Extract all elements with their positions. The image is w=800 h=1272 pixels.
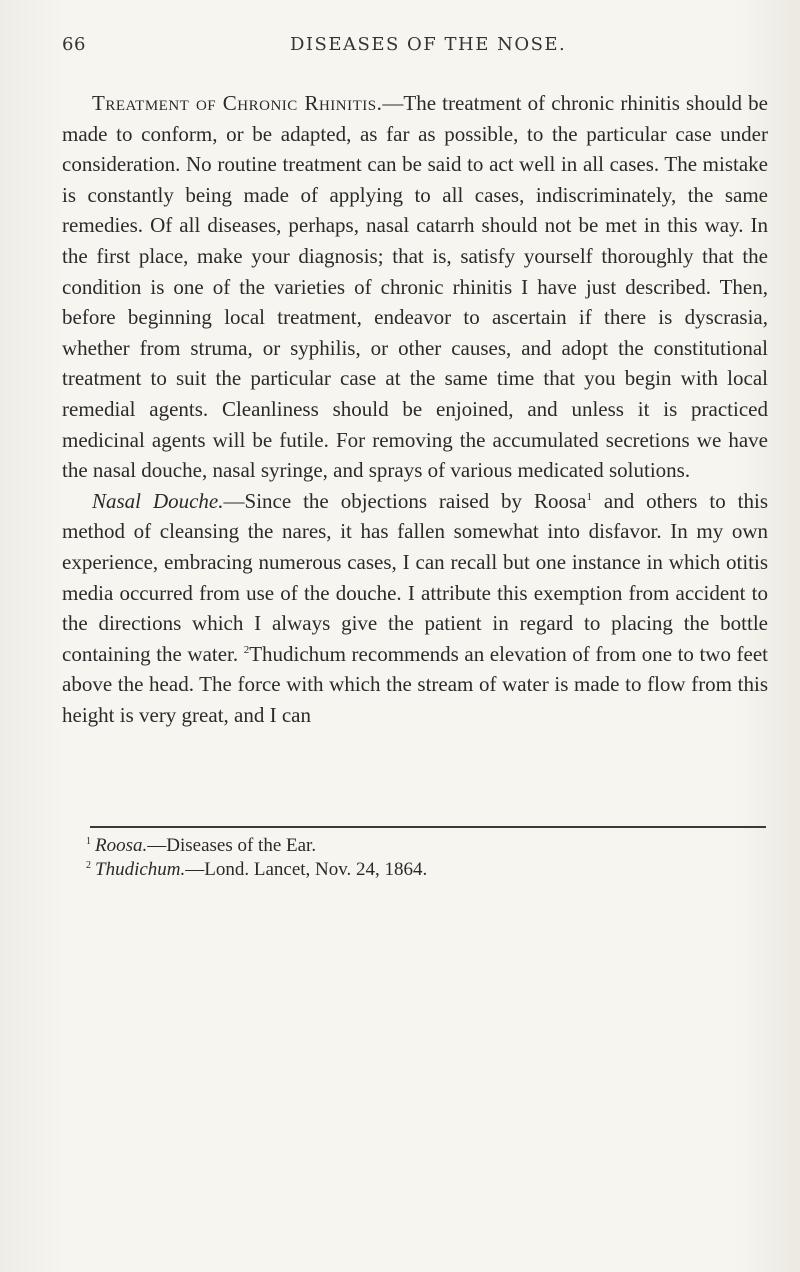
paragraph-2-text-b: and others to this method of cleansing the nares, it has fallen somewhat into disfavor. In my own experience, embracing numerous cases, I can recall but one instance in which otitis media occurred from use of the douche. I attribute this exemption from accident to the directions which I always give the patient in regard to placing the bottle containing the water. <box>62 488 768 666</box>
footnote-text: —Lond. Lancet, Nov. 24, 1864. <box>185 859 428 880</box>
paragraph-1 <box>62 88 768 486</box>
footnote-mark: 2 <box>86 860 91 871</box>
paragraph-2 <box>62 486 768 731</box>
running-head: DISEASES OF THE NOSE. <box>290 34 567 55</box>
section-heading: Treatment of Chronic Rhinitis. <box>92 91 383 115</box>
footnotes <box>86 834 776 882</box>
footnote-text: —Diseases of the Ear. <box>147 835 317 856</box>
footnote-ref-1: 1 <box>586 490 592 503</box>
page-number: 66 <box>62 34 86 55</box>
footnote-mark: 1 <box>86 836 91 847</box>
footnote <box>86 858 776 882</box>
page-header <box>62 34 770 60</box>
subheading: Nasal Douche. <box>92 488 224 513</box>
paragraph-1-text: —The treatment of chronic rhinitis should be made to conform, or be adapted, as far as possible, to the particular case under consideration. No routine treatment can be said to act well in all cases. The mistake is constantly being made of applying to all cases, indiscriminately, the same remedies. Of all diseases, perhaps, nasal catarrh should not be met in this way. In the first place, make your diagnosis; that is, satisfy yourself thoroughly that the condition is one of the varieties of chronic rhinitis I have just described. Then, before beginning local treatment, endeavor to ascertain if there is dyscrasia, whether from struma, or syphilis, or other causes, and adopt the constitutional treatment to suit the particular case at the same time that you begin with local remedial agents. Cleanliness should be enjoined, and unless it is practiced medicinal agents will be futile. For removing the accumulated secretions we have the nasal douche, nasal syringe, and sprays of various medicated solutions. <box>62 91 768 483</box>
paragraph-2-text-c: Thudichum recommends an elevation of from one to two feet above the head. The force with which the stream of water is made to flow from this height is very great, and I can <box>62 641 768 727</box>
footnote-author: Roosa. <box>95 835 148 856</box>
body-text <box>62 88 768 730</box>
footnote-divider <box>90 826 766 828</box>
paragraph-2-text-a: —Since the objections raised by Roosa <box>223 488 587 513</box>
footnote <box>86 834 776 858</box>
footnote-author: Thudichum. <box>95 859 186 880</box>
footnote-ref-2: 2 <box>243 643 250 656</box>
